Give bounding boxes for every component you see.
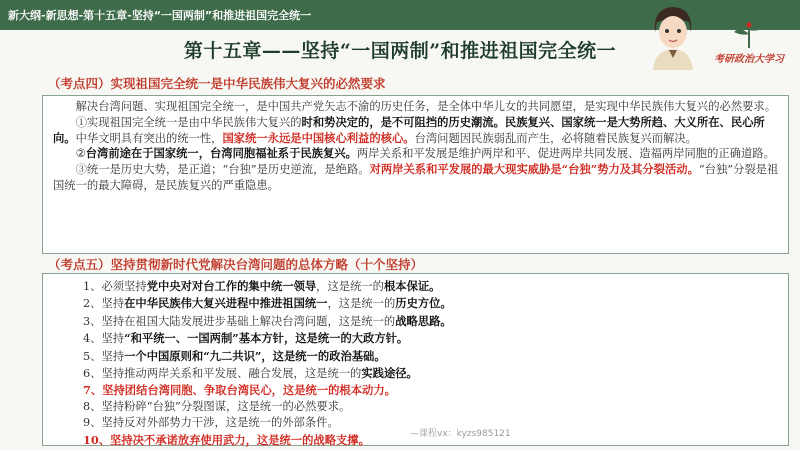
- point-1-paragraph: ①实现祖国完全统一是由中华民族伟大复兴的时和势决定的，是不可阻挡的历史潮流。民族复兴、国家统一是大势所趋、大义所在、民心所向。中华文明具有突出的统一性，国家统一永远是中国核心利益的核心。台湾问题因民族弱乱而产生，必将随着民族复兴而解决。: [53, 114, 765, 145]
- section4-box: [42, 95, 789, 254]
- breadcrumb: 新大纲-新思想-第十五章-坚持“一国两制”和推进祖国完全统一: [8, 9, 312, 22]
- page-title: 第十五章——坚持“一国两制”和推进祖国完全统一: [183, 40, 617, 62]
- section5-heading: （考点五）坚持贯彻新时代党解决台湾问题的总体方略（十个坚持）: [48, 257, 424, 272]
- section4-content: [53, 99, 780, 194]
- point-3-paragraph: ③统一是历史大势，是正道；“台独”是历史逆流，是绝路。对两岸关系和平发展的最大现实威胁是“台独”势力及其分裂活动。“台独”分裂是祖国统一的最大障碍，是民族复兴的严重隐患。: [53, 162, 779, 192]
- list-item: 7、坚持团结台湾同胞、争取台湾民心，这是统一的根本动力。: [83, 383, 396, 398]
- point-2-paragraph: ②台湾前途在于国家统一，台湾同胞福祉系于民族复兴。两岸关系和平发展是维护两岸和平、促进两岸共同发展、造福两岸同胞的正确道路。: [75, 146, 775, 161]
- list-item: 3、坚持在祖国大陆发展进步基础上解决台湾问题，这是统一的战略思路。: [83, 313, 452, 328]
- list-item: 6、坚持推动两岸关系和平发展、融合发展，这是统一的实践途径。: [83, 366, 418, 381]
- list-item: 5、坚持一个中国原则和“九二共识”，这是统一的政治基础。: [83, 348, 386, 363]
- list-item: 1、必须坚持党中央对对台工作的集中统一领导，这是统一的根本保证。: [83, 279, 441, 293]
- logo-text: 考研政治大学习: [714, 54, 784, 65]
- intro-paragraph: 解决台湾问题、实现祖国完全统一，是中国共产党矢志不渝的历史任务，是全体中华儿女的共同愿望，是实现中华民族伟大复兴的必然要求。: [75, 100, 777, 113]
- list-item: 10、坚持决不承诺放弃使用武力，这是统一的战略支撑。: [83, 432, 370, 447]
- section4-heading: （考点四）实现祖国完全统一是中华民族伟大复兴的必然要求: [48, 76, 386, 91]
- list-item: 8、坚持粉碎“台独”分裂图谋，这是统一的必然要求。: [83, 399, 351, 413]
- watermark: —课程vx：kyzs985121: [410, 429, 511, 439]
- ten-adherences-list: [83, 278, 773, 448]
- section5-box: [42, 273, 789, 446]
- avatar: [645, 2, 701, 70]
- logo: [704, 20, 794, 68]
- list-item: 9、坚持反对外部势力干涉，这是统一的外部条件。: [83, 416, 339, 430]
- list-item: 2、坚持在中华民族伟大复兴进程中推进祖国统一，这是统一的历史方位。: [83, 296, 452, 311]
- leaf-icon: [704, 20, 794, 50]
- list-item: 4、坚持“和平统一、一国两制”基本方针，这是统一的大政方针。: [83, 331, 409, 346]
